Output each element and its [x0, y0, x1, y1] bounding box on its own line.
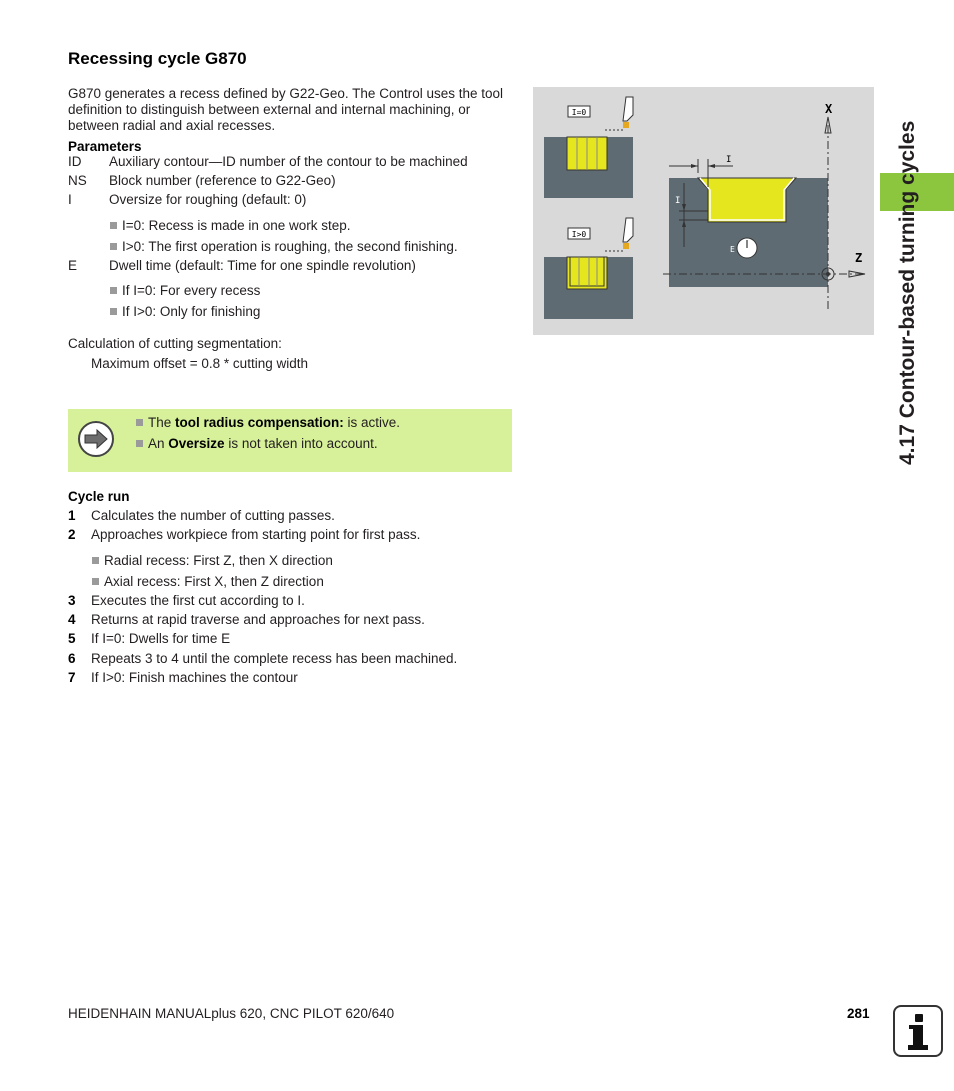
- step-number: 7: [68, 670, 76, 685]
- bullet-square-icon: [110, 222, 117, 229]
- dwell-label-e: E: [730, 245, 735, 254]
- chapter-title: 4.17 Contour-based turning cycles: [896, 120, 919, 465]
- axis-label-x: X: [825, 102, 833, 116]
- recess-diagram: [533, 87, 874, 335]
- footer-text: HEIDENHAIN MANUALplus 620, CNC PILOT 620/640: [68, 1006, 395, 1021]
- step-text: Approaches workpiece from starting point for first pass.: [91, 527, 421, 542]
- info-icon: [893, 1005, 943, 1057]
- param-code-id: ID: [68, 154, 82, 169]
- step-2-bullet-1: Radial recess: First Z, then X direction: [92, 553, 333, 569]
- calculation-formula: Maximum offset = 0.8 * cutting width: [91, 356, 308, 371]
- step-text: If I>0: Finish machines the contour: [91, 670, 298, 685]
- arrow-right-icon: [78, 421, 114, 457]
- bullet-square-icon: [110, 308, 117, 315]
- bullet-square-icon: [92, 557, 99, 564]
- step-number: 3: [68, 593, 76, 608]
- param-e-bullet-1: If I=0: For every recess: [110, 283, 260, 299]
- step-text: Returns at rapid traverse and approaches for next pass.: [91, 612, 425, 627]
- bullet-square-icon: [110, 243, 117, 250]
- label-i0: I=0: [571, 108, 587, 117]
- param-desc-ns: Block number (reference to G22-Geo): [109, 173, 336, 188]
- note-line-2: An Oversize is not taken into account.: [136, 436, 378, 452]
- param-code-ns: NS: [68, 173, 87, 188]
- intro-paragraph: G870 generates a recess defined by G22-Geo. The Control uses the tool definition to distinguish between external and internal machining, or between radial and axial recesses.: [68, 86, 504, 133]
- step-text: Repeats 3 to 4 until the complete recess has been machined.: [91, 651, 458, 666]
- step-text: If I=0: Dwells for time E: [91, 631, 231, 646]
- param-i-bullet-1: I=0: Recess is made in one work step.: [110, 218, 351, 234]
- page-number: 281: [847, 1006, 870, 1021]
- bullet-square-icon: [136, 419, 143, 426]
- cycle-run-heading: Cycle run: [68, 489, 130, 504]
- step-number: 2: [68, 527, 76, 542]
- dim-label-i-left: I: [675, 196, 681, 206]
- bullet-square-icon: [136, 440, 143, 447]
- note-line-1: The tool radius compensation: is active.: [136, 415, 400, 431]
- bullet-square-icon: [110, 287, 117, 294]
- param-desc-e: Dwell time (default: Time for one spindle revolution): [109, 258, 416, 273]
- step-number: 6: [68, 651, 76, 666]
- parameters-heading: Parameters: [68, 139, 142, 154]
- label-i-pos: I>0: [571, 230, 587, 239]
- step-text: Executes the first cut according to I.: [91, 593, 305, 608]
- axis-label-z: Z: [855, 251, 863, 265]
- step-text: Calculates the number of cutting passes.: [91, 508, 335, 523]
- section-title: Recessing cycle G870: [68, 49, 247, 68]
- param-desc-id: Auxiliary contour—ID number of the contour to be machined: [109, 154, 468, 169]
- param-e-bullet-2: If I>0: Only for finishing: [110, 304, 260, 320]
- param-i-bullet-2: I>0: The first operation is roughing, the second finishing.: [110, 239, 458, 255]
- step-number: 1: [68, 508, 76, 523]
- bullet-square-icon: [92, 578, 99, 585]
- calculation-label: Calculation of cutting segmentation:: [68, 336, 282, 351]
- param-code-e: E: [68, 258, 78, 273]
- param-desc-i: Oversize for roughing (default: 0): [109, 192, 307, 207]
- step-number: 4: [68, 612, 76, 627]
- step-2-bullet-2: Axial recess: First X, then Z direction: [92, 574, 324, 590]
- step-number: 5: [68, 631, 76, 646]
- note-box: [68, 409, 512, 472]
- param-code-i: I: [68, 192, 72, 207]
- dim-label-i-top: I: [726, 155, 732, 165]
